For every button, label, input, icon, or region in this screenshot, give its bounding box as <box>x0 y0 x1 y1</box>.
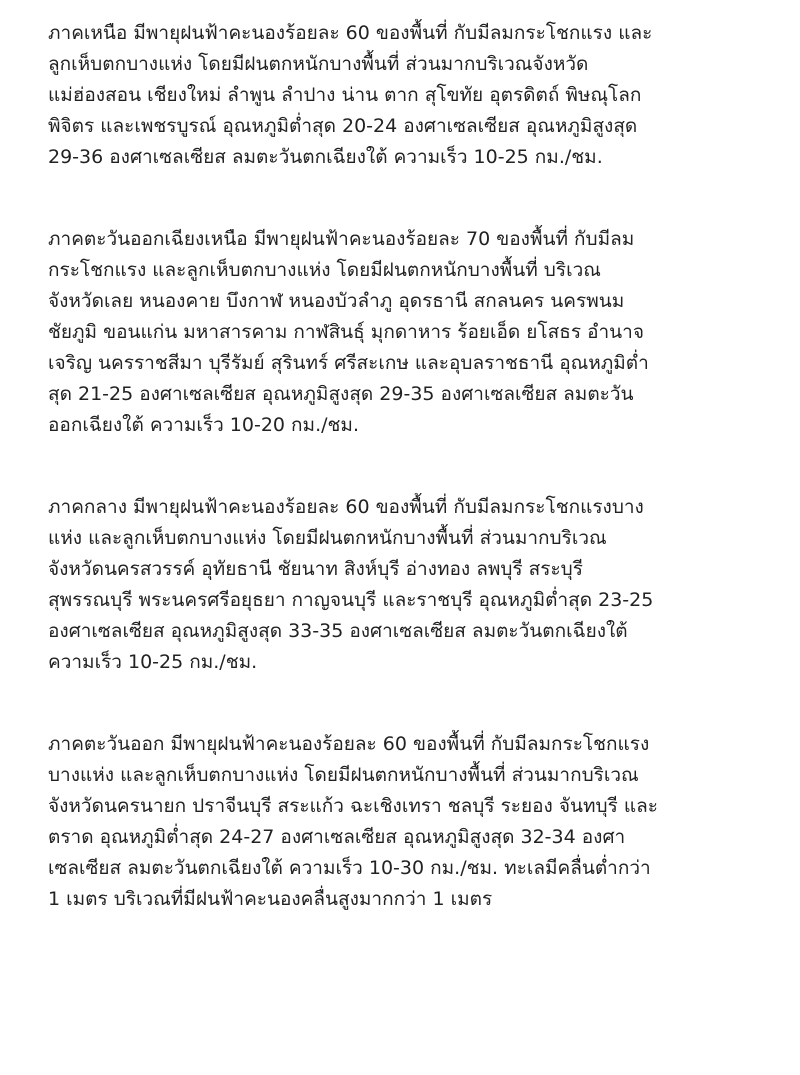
text-line: กระโชกแรง และลูกเห็บตกบางแห่ง โดยมีฝนตกหนักบางพื้นที่ บริเวณ <box>48 259 601 281</box>
text-line: ชัยภูมิ ขอนแก่น มหาสารคาม กาฬสินธุ์ มุกดาหาร ร้อยเอ็ด ยโสธร อำนาจ <box>48 321 644 343</box>
text-line: สุด 21-25 องศาเซลเซียส อุณหภูมิสูงสุด 29-35 องศาเซลเซียส ลมตะวัน <box>48 383 634 405</box>
text-line: เซลเซียส ลมตะวันตกเฉียงใต้ ความเร็ว 10-30 กม./ชม. ทะเลมีคลื่นต่ำกว่า <box>48 857 651 879</box>
paragraph-east <box>48 729 748 915</box>
text-line: จังหวัดนครนายก ปราจีนบุรี สระแก้ว ฉะเชิงเทรา ชลบุรี ระยอง จันทบุรี และ <box>48 795 658 817</box>
article-body <box>48 18 748 966</box>
text-line: จังหวัดเลย หนองคาย บึงกาฬ หนองบัวลำภู อุดรธานี สกลนคร นครพนม <box>48 290 625 312</box>
paragraph-north <box>48 18 748 173</box>
text-line: องศาเซลเซียส อุณหภูมิสูงสุด 33-35 องศาเซลเซียส ลมตะวันตกเฉียงใต้ <box>48 620 628 642</box>
text-line: ตราด อุณหภูมิต่ำสุด 24-27 องศาเซลเซียส อุณหภูมิสูงสุด 32-34 องศา <box>48 826 626 848</box>
text-line: 1 เมตร บริเวณที่มีฝนฟ้าคะนองคลื่นสูงมากกว่า 1 เมตร <box>48 888 493 910</box>
text-line: ความเร็ว 10-25 กม./ชม. <box>48 651 258 673</box>
text-line: พิจิตร และเพชรบูรณ์ อุณหภูมิต่ำสุด 20-24 องศาเซลเซียส อุณหภูมิสูงสุด <box>48 115 638 137</box>
text-line: จังหวัดนครสวรรค์ อุทัยธานี ชัยนาท สิงห์บุรี อ่างทอง ลพบุรี สระบุรี <box>48 558 583 580</box>
text-line: ภาคตะวันออก มีพายุฝนฟ้าคะนองร้อยละ 60 ของพื้นที่ กับมีลมกระโชกแรง <box>48 733 650 755</box>
text-line: เจริญ นครราชสีมา บุรีรัมย์ สุรินทร์ ศรีสะเกษ และอุบลราชธานี อุณหภูมิต่ำ <box>48 352 649 374</box>
text-line: สุพรรณบุรี พระนครศรีอยุธยา กาญจนบุรี และราชบุรี อุณหภูมิต่ำสุด 23-25 <box>48 589 654 611</box>
text-line: ออกเฉียงใต้ ความเร็ว 10-20 กม./ชม. <box>48 414 359 436</box>
text-line: ภาคเหนือ มีพายุฝนฟ้าคะนองร้อยละ 60 ของพื้นที่ กับมีลมกระโชกแรง และ <box>48 22 653 44</box>
text-line: ภาคตะวันออกเฉียงเหนือ มีพายุฝนฟ้าคะนองร้อยละ 70 ของพื้นที่ กับมีลม <box>48 228 635 250</box>
text-line: 29-36 องศาเซลเซียส ลมตะวันตกเฉียงใต้ ความเร็ว 10-25 กม./ชม. <box>48 146 603 168</box>
text-line: แห่ง และลูกเห็บตกบางแห่ง โดยมีฝนตกหนักบางพื้นที่ ส่วนมากบริเวณ <box>48 527 607 549</box>
paragraph-central <box>48 492 748 678</box>
text-line: ลูกเห็บตกบางแห่ง โดยมีฝนตกหนักบางพื้นที่ ส่วนมากบริเวณจังหวัด <box>48 53 589 75</box>
text-line: ภาคกลาง มีพายุฝนฟ้าคะนองร้อยละ 60 ของพื้นที่ กับมีลมกระโชกแรงบาง <box>48 496 644 518</box>
text-line: แม่ฮ่องสอน เชียงใหม่ ลำพูน ลำปาง น่าน ตาก สุโขทัย อุตรดิตถ์ พิษณุโลก <box>48 84 642 106</box>
text-line: บางแห่ง และลูกเห็บตกบางแห่ง โดยมีฝนตกหนักบางพื้นที่ ส่วนมากบริเวณ <box>48 764 639 786</box>
paragraph-northeast <box>48 224 748 441</box>
